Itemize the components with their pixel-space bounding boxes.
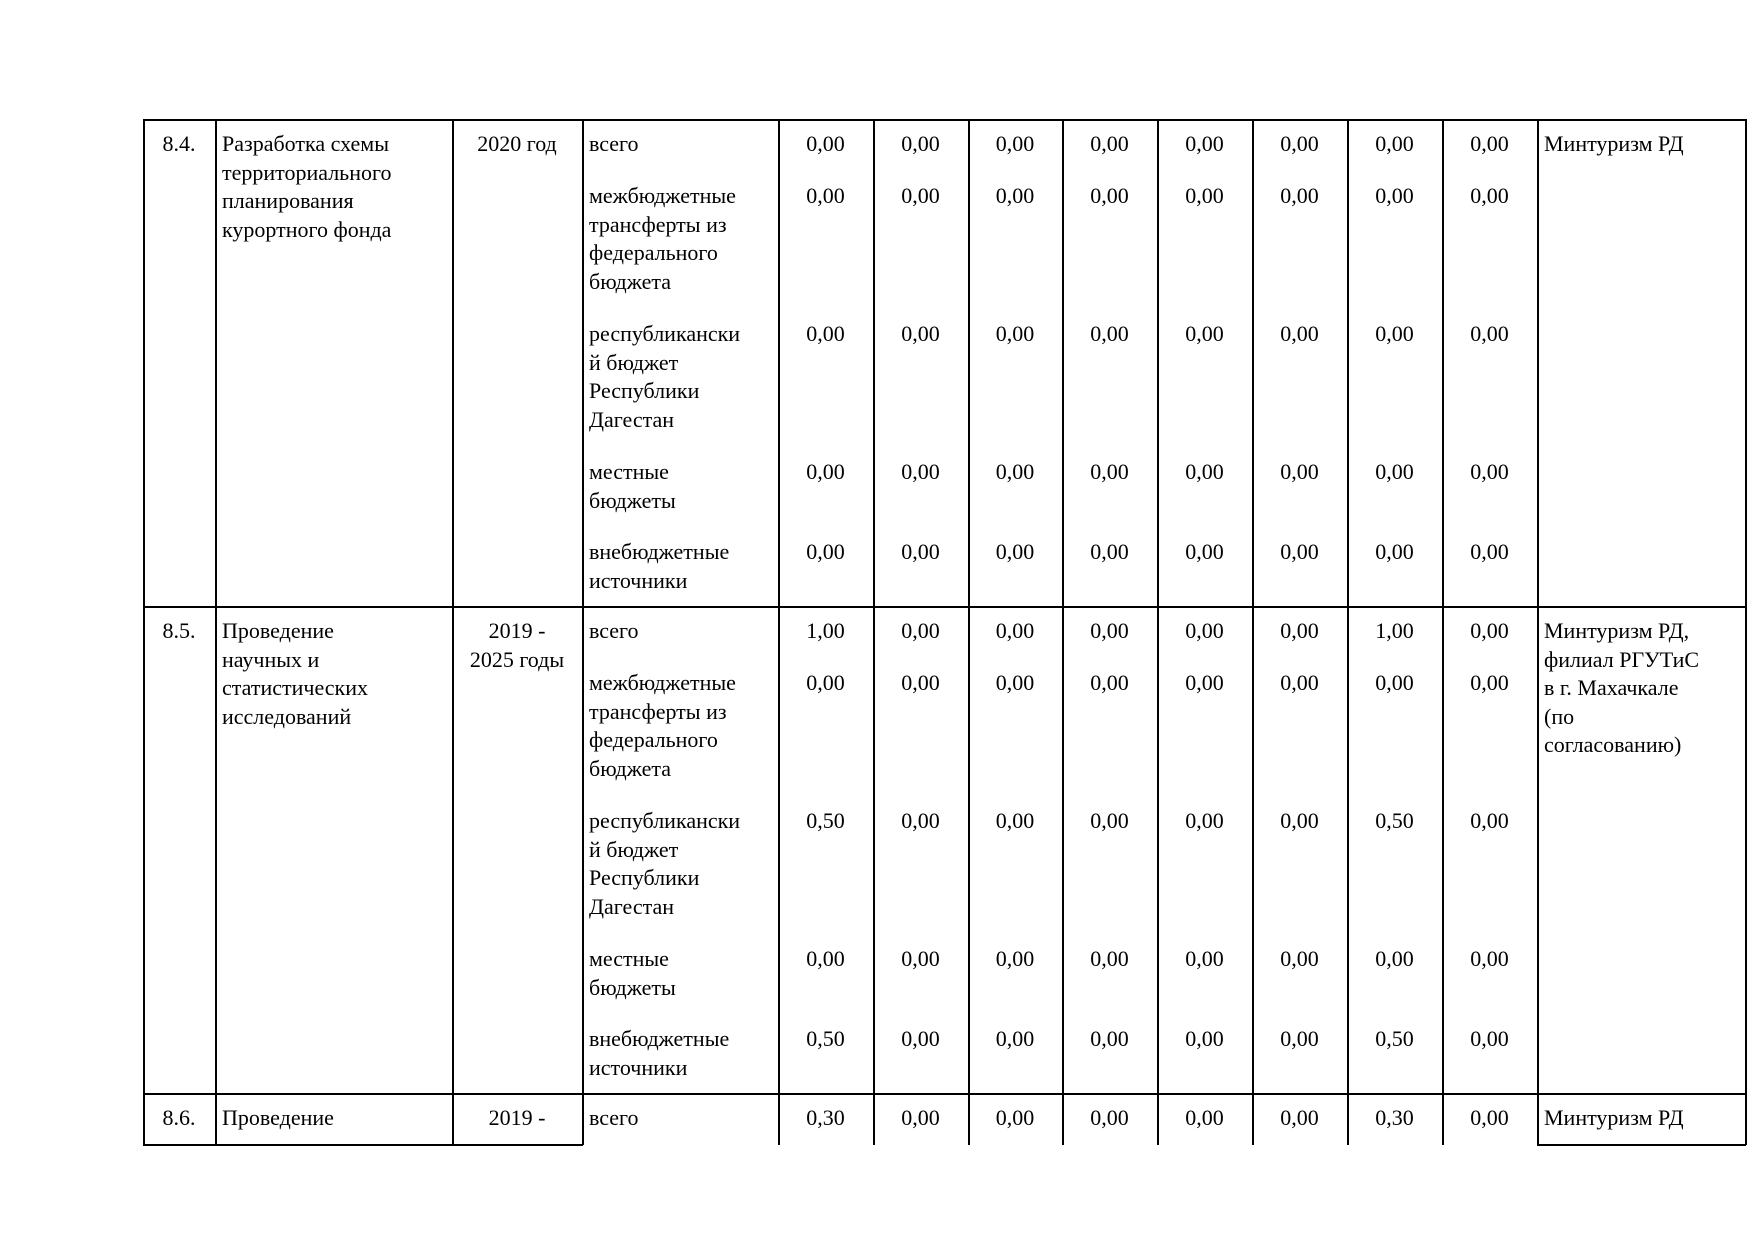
amount-cell: 0,00 [995,808,1035,833]
amount-cell: 0,00 [1375,131,1414,156]
amount-cell: 0,00 [1185,946,1224,971]
amount-cell: 0,00 [1280,670,1319,695]
amount-cell: 0,00 [806,183,845,208]
amount-cell: 0,00 [901,946,940,971]
amount-cell: 0,00 [1090,459,1129,484]
column-divider [452,606,454,1094]
activity-name-line: Проведение [222,1105,334,1130]
amount-cell: 0,00 [995,1105,1035,1130]
amount-cell: 0,00 [1375,670,1414,695]
amount-cell: 0,00 [806,946,845,971]
amount-cell: 0,50 [1375,1026,1414,1051]
amount-cell: 0,00 [901,131,940,156]
activity-name-line: исследований [222,703,352,729]
executor-line: (по [1544,703,1575,729]
amount-cell: 0,50 [806,1026,845,1051]
amount-cell: 0,00 [1280,1026,1319,1051]
amount-cell: 0,50 [1375,808,1414,833]
amount-cell: 0,00 [1185,183,1224,208]
row-bottom-border [1537,1144,1746,1146]
amount-cell: 0,00 [806,321,845,346]
amount-cell: 0,00 [1185,131,1224,156]
amount-cell: 0,00 [1090,539,1129,564]
row-bottom-border [143,1093,1746,1095]
amount-cell: 0,50 [806,808,845,833]
column-divider [143,119,145,607]
amount-cell: 0,00 [995,321,1035,346]
column-divider [582,606,584,1094]
amount-cell: 0,00 [995,670,1035,695]
amount-cell: 0,00 [1185,1026,1224,1051]
amount-cell: 0,30 [1375,1105,1414,1130]
funding-source-label: федерального [589,727,718,752]
funding-source-label: внебюджетные [589,539,730,564]
funding-source-label: бюджеты [589,974,676,1000]
funding-source-label: Дагестан [589,893,675,919]
amount-cell: 0,00 [901,321,940,346]
amount-cell: 0,00 [995,539,1035,564]
amount-cell: 0,00 [995,459,1035,484]
amount-cell: 0,00 [1090,1105,1129,1130]
column-divider [1537,1093,1539,1145]
funding-source-label: бюджеты [589,487,676,513]
amount-cell: 0,00 [1090,183,1129,208]
executor-line: в г. Махачкале [1544,675,1679,700]
funding-source-label: межбюджетные [589,183,736,208]
amount-cell: 0,00 [1470,321,1509,346]
amount-cell: 0,00 [1090,321,1129,346]
amount-cell: 0,00 [1090,670,1129,695]
amount-cell: 0,00 [1470,131,1509,156]
amount-cell: 0,00 [1185,459,1224,484]
column-divider [143,606,145,1094]
amount-cell: 1,00 [1375,618,1414,643]
column-divider [215,119,217,607]
funding-source-label: источники [589,567,688,593]
funding-source-label: внебюджетные [589,1026,730,1051]
funding-source-label: местные [589,459,669,484]
amount-cell: 0,00 [1185,321,1224,346]
funding-source-label: бюджета [589,755,672,781]
amount-cell: 0,00 [1375,946,1414,971]
row-number: 8.5. [162,618,196,643]
amount-cell: 0,00 [901,670,940,695]
amount-cell: 0,00 [1090,808,1129,833]
funding-source-label: межбюджетные [589,670,736,695]
amount-cell: 0,00 [1375,183,1414,208]
amount-cell: 0,00 [901,1105,940,1130]
amount-cell: 0,00 [1470,183,1509,208]
amount-cell: 0,00 [995,1026,1035,1051]
amount-cell: 0,00 [806,539,845,564]
amount-cell: 0,00 [995,946,1035,971]
activity-name-line: курортного фонда [222,216,392,242]
funding-source-label: й бюджет [589,836,679,862]
amount-cell: 0,00 [1470,946,1509,971]
column-divider [1537,119,1539,607]
activity-name-line: Проведение [222,618,334,643]
activity-name-line: Разработка схемы [222,131,389,156]
column-divider [1745,606,1747,1094]
column-divider [582,1093,584,1145]
executor-line: Минтуризм РД, [1544,618,1690,643]
funding-source-label: бюджета [589,268,672,294]
funding-source-label: республикански [589,321,741,346]
period-line: 2019 - [488,618,546,643]
row-bottom-border [143,1144,583,1146]
amount-cell: 0,00 [806,670,845,695]
row-number: 8.6. [162,1105,196,1130]
amount-cell: 0,00 [1090,618,1129,643]
amount-cell: 0,00 [1280,1105,1319,1130]
period-line: 2025 годы [469,646,565,672]
column-divider [1745,1093,1747,1145]
funding-source-label: трансферты из [589,698,727,724]
amount-cell: 0,00 [1185,1105,1224,1130]
amount-cell: 0,00 [1470,1026,1509,1051]
funding-source-label: источники [589,1054,688,1080]
amount-cell: 0,00 [1280,808,1319,833]
amount-cell: 0,00 [1185,670,1224,695]
amount-cell: 0,00 [1470,1105,1509,1130]
amount-cell: 0,00 [1090,946,1129,971]
amount-cell: 0,00 [1185,539,1224,564]
funding-source-label: всего [589,618,639,643]
funding-source-label: всего [589,1105,639,1130]
amount-cell: 0,00 [901,808,940,833]
amount-cell: 0,00 [1090,1026,1129,1051]
row-number: 8.4. [162,131,196,156]
period-line: 2019 - [488,1105,546,1130]
amount-cell: 0,00 [901,459,940,484]
amount-cell: 0,00 [995,131,1035,156]
amount-cell: 0,00 [1280,618,1319,643]
amount-cell: 0,00 [806,131,845,156]
column-divider [215,1093,217,1145]
amount-cell: 0,00 [995,618,1035,643]
column-divider [1537,606,1539,1094]
column-divider [452,119,454,607]
funding-source-label: Дагестан [589,406,675,432]
row-bottom-border [143,606,1746,608]
amount-cell: 0,00 [1375,539,1414,564]
funding-source-label: местные [589,946,669,971]
amount-cell: 0,00 [1185,808,1224,833]
amount-cell: 0,00 [1375,459,1414,484]
amount-cell: 0,00 [1280,946,1319,971]
activity-name-line: статистических [222,675,368,700]
column-divider [1745,119,1747,607]
funding-source-label: всего [589,131,639,156]
amount-cell: 0,00 [901,618,940,643]
period-line: 2020 год [477,131,557,156]
amount-cell: 0,00 [1470,459,1509,484]
funding-source-label: Республики [589,865,700,890]
amount-cell: 0,00 [1280,459,1319,484]
activity-name-line: научных и [222,646,320,672]
amount-cell: 0,30 [806,1105,845,1130]
amount-cell: 0,00 [1280,183,1319,208]
amount-cell: 0,00 [1470,808,1509,833]
amount-cell: 0,00 [1185,618,1224,643]
funding-source-label: Республики [589,378,700,403]
activity-name-line: территориального [222,159,392,185]
funding-source-label: республикански [589,808,741,833]
executor-line: Минтуризм РД [1544,1105,1684,1130]
amount-cell: 1,00 [806,618,845,643]
amount-cell: 0,00 [1280,539,1319,564]
amount-cell: 0,00 [1470,670,1509,695]
amount-cell: 0,00 [1470,539,1509,564]
amount-cell: 0,00 [1470,618,1509,643]
amount-cell: 0,00 [1090,131,1129,156]
amount-cell: 0,00 [1280,321,1319,346]
activity-name-line: планирования [222,188,354,213]
amount-cell: 0,00 [1280,131,1319,156]
executor-line: филиал РГУТиС [1544,646,1700,672]
funding-source-label: трансферты из [589,211,727,237]
amount-cell: 0,00 [901,1026,940,1051]
column-divider [215,606,217,1094]
amount-cell: 0,00 [1375,321,1414,346]
column-divider [582,119,584,607]
table-top-border [143,119,1746,121]
amount-cell: 0,00 [806,459,845,484]
amount-cell: 0,00 [901,539,940,564]
executor-line: согласованию) [1544,732,1682,757]
executor-line: Минтуризм РД [1544,131,1684,156]
funding-source-label: федерального [589,240,718,265]
funding-source-label: й бюджет [589,349,679,375]
amount-cell: 0,00 [901,183,940,208]
amount-cell: 0,00 [995,183,1035,208]
